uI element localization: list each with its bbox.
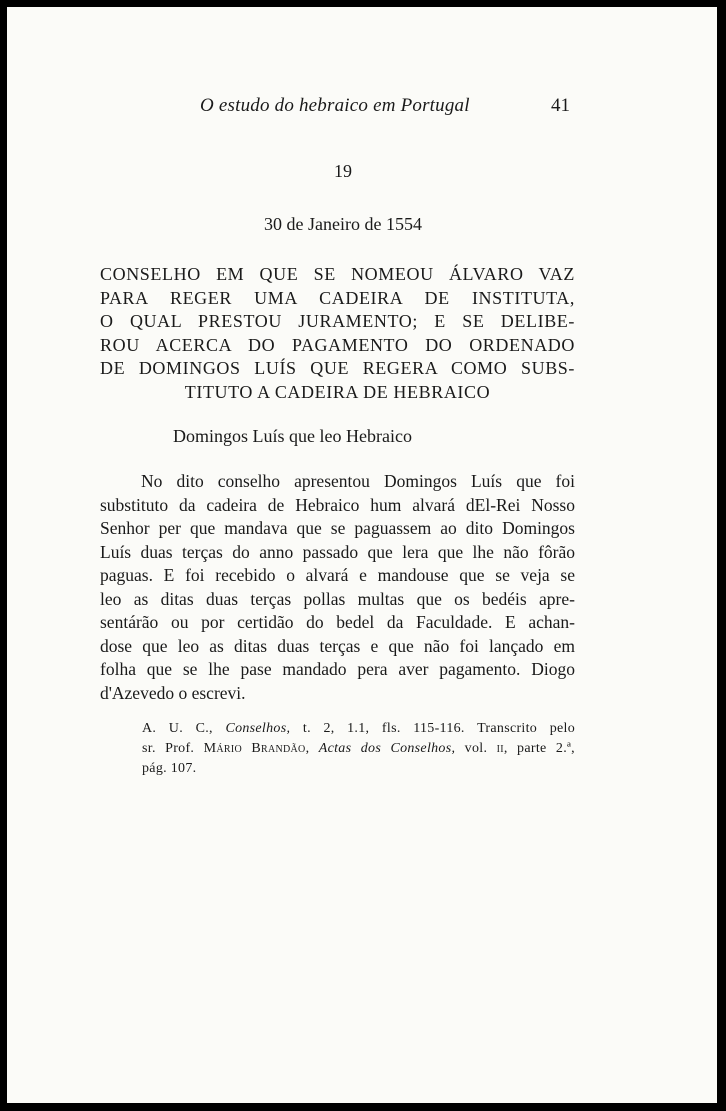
footnote-line xyxy=(142,739,575,759)
body-paragraph xyxy=(100,470,575,705)
heading-line: O QUAL PRESTOU JURAMENTO; E SE DELIBE- xyxy=(100,311,575,331)
body-line: dose que leo as ditas duas terças e que não foi lançado em xyxy=(100,635,575,656)
book-page xyxy=(7,7,717,1103)
body-line: leo as ditas duas terças pollas multas que os bedéis apre- xyxy=(100,588,575,609)
body-line: paguas. E foi recebido o alvará e mandouse que se veja se xyxy=(100,565,575,585)
document-number: 19 xyxy=(334,161,352,181)
document-heading xyxy=(100,263,575,404)
author-name: Mário Brandão, xyxy=(203,741,310,756)
heading-line: TITUTO A CADEIRA DE HEBRAICO xyxy=(184,381,491,402)
page-number: 41 xyxy=(551,95,570,116)
footnote-line: pág. 107. xyxy=(142,761,197,776)
work-title: Actas dos Conselhos, xyxy=(318,741,456,756)
heading-line: PARA REGER UMA CADEIRA DE INSTITUTA, xyxy=(100,287,575,308)
volume-label: vol. ii, parte 2.ª, xyxy=(464,741,575,756)
body-line: d'Azevedo o escrevi. xyxy=(100,682,246,703)
body-line: Luís duas terças do anno passado que lera que lhe não fôrão xyxy=(100,541,575,562)
document-date: 30 de Janeiro de 1554 xyxy=(264,214,422,234)
footnote-line xyxy=(142,719,575,739)
credit-prefix: sr. Prof. xyxy=(142,741,195,756)
source-footnote xyxy=(142,719,575,779)
body-line: No dito conselho apresentou Domingos Luís que foi xyxy=(141,471,575,491)
heading-line: DE DOMINGOS LUÍS QUE REGERA COMO SUBS- xyxy=(100,358,575,378)
body-line: sentárão ou por certidão do bedel da Faculdade. E achan- xyxy=(100,612,575,632)
heading-line: ROU ACERCA DO PAGAMENTO DO ORDENADO xyxy=(100,334,575,355)
body-line: Senhor per que mandava que se paguassem ao dito Domingos xyxy=(100,518,575,538)
archive-abbrev: A. U. C., xyxy=(142,721,213,736)
subheading: Domingos Luís que leo Hebraico xyxy=(173,426,412,446)
body-line: substituto da cadeira de Hebraico hum alvará dEl-Rei Nosso xyxy=(100,494,575,515)
body-line: folha que se lhe pase mandado pera aver pagamento. Diogo xyxy=(100,659,575,679)
source-ref: t. 2, 1.1, fls. 115-116. Transcrito pelo xyxy=(302,721,575,736)
running-head xyxy=(7,95,717,119)
heading-line: CONSELHO EM QUE SE NOMEOU ÁLVARO VAZ xyxy=(100,264,575,284)
source-title: Conselhos, xyxy=(225,721,291,736)
running-head-title: O estudo do hebraico em Portugal xyxy=(200,95,470,116)
